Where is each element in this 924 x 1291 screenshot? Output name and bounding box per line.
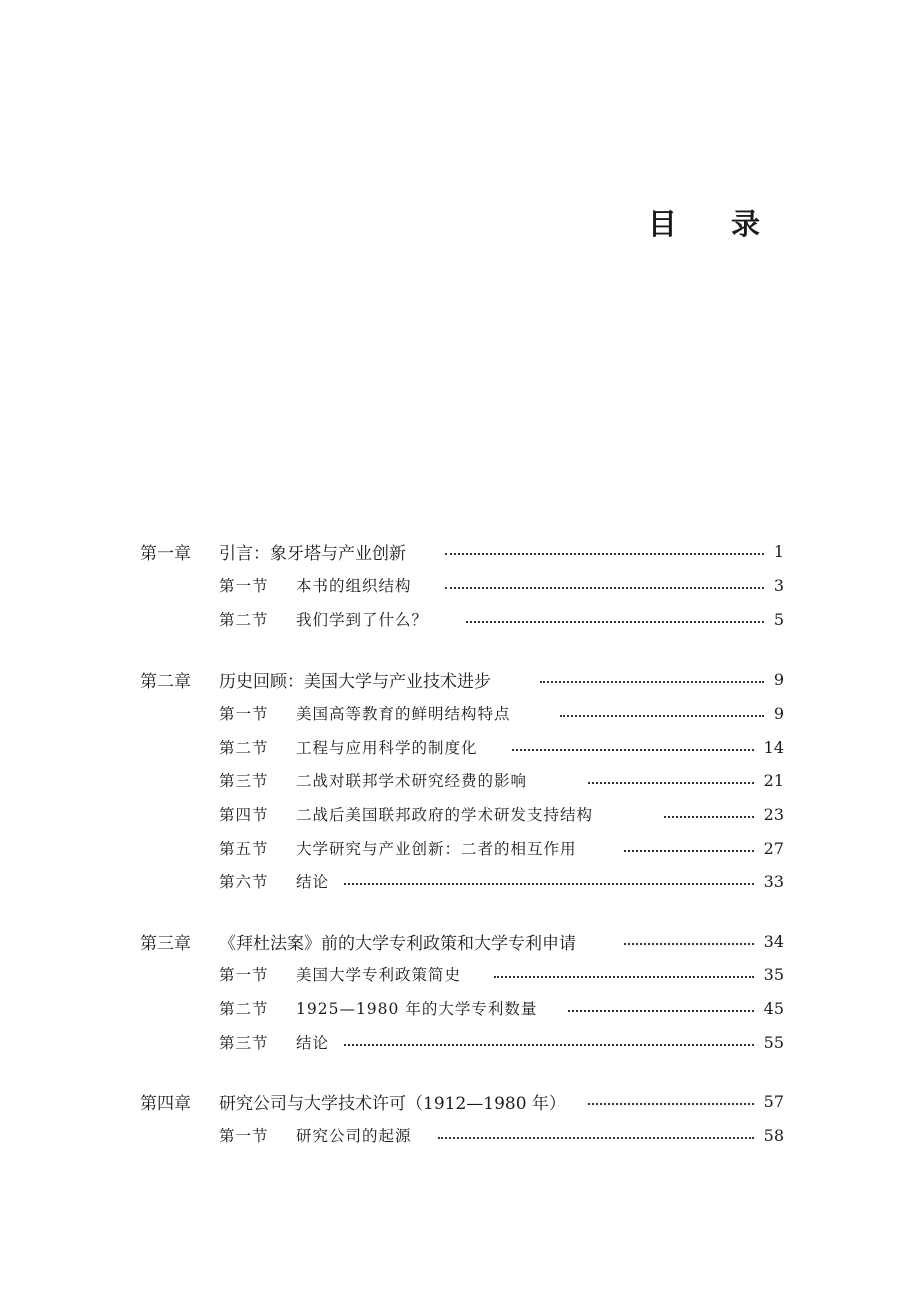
leader-dots <box>445 553 764 555</box>
toc-section-2-4[interactable] <box>0 799 924 829</box>
toc-section-2-6[interactable] <box>0 866 924 896</box>
leader-dots <box>344 1044 754 1046</box>
page-number: 1 <box>773 541 784 561</box>
section-label: 第六节 <box>219 873 269 891</box>
section-title: 我们学到了什么？ <box>296 611 429 629</box>
toc-section-3-3[interactable] <box>0 1027 924 1057</box>
section-label: 第一节 <box>219 966 269 984</box>
toc-chapter-3[interactable] <box>0 926 924 956</box>
section-label: 第二节 <box>219 611 269 629</box>
section-title: 二战后美国联邦政府的学术研发支持结构 <box>296 806 594 824</box>
leader-dots <box>512 749 754 751</box>
page-number: 33 <box>763 871 784 891</box>
section-title: 1925—1980 年的大学专利数量 <box>296 1000 538 1018</box>
page-number: 21 <box>763 770 784 790</box>
leader-dots <box>664 816 754 818</box>
chapter-label: 第四章 <box>140 1093 191 1114</box>
page-number: 58 <box>763 1125 784 1145</box>
section-title: 工程与应用科学的制度化 <box>296 739 478 757</box>
page-number: 9 <box>773 703 784 723</box>
leader-dots <box>438 1137 754 1139</box>
leader-dots <box>344 883 754 885</box>
section-label: 第三节 <box>219 772 269 790</box>
toc-section-2-2[interactable] <box>0 732 924 762</box>
section-label: 第五节 <box>219 840 269 858</box>
page-number: 5 <box>773 609 784 629</box>
leader-dots <box>588 782 754 784</box>
section-label: 第一节 <box>219 577 269 595</box>
page-number: 23 <box>763 804 784 824</box>
toc-chapter-4[interactable] <box>0 1086 924 1116</box>
section-label: 第二节 <box>219 1000 269 1018</box>
toc-section-1-2[interactable] <box>0 604 924 634</box>
page-number: 27 <box>763 838 784 858</box>
leader-dots <box>624 850 754 852</box>
leader-dots <box>624 943 754 945</box>
page-number: 34 <box>763 931 784 951</box>
page-title: 目 录 <box>647 207 782 241</box>
page-number: 9 <box>773 669 784 689</box>
page-number: 55 <box>763 1032 784 1052</box>
section-title: 大学研究与产业创新：二者的相互作用 <box>296 840 577 858</box>
page-number: 14 <box>763 737 784 757</box>
chapter-title: 研究公司与大学技术许可（1912—1980 年） <box>219 1093 566 1114</box>
page-number: 57 <box>763 1091 784 1111</box>
chapter-label: 第二章 <box>140 671 191 692</box>
section-title: 本书的组织结构 <box>296 577 412 595</box>
section-label: 第四节 <box>219 806 269 824</box>
page-number: 45 <box>763 998 784 1018</box>
page-number: 3 <box>773 575 784 595</box>
section-label: 第一节 <box>219 1127 269 1145</box>
chapter-title: 历史回顾：美国大学与产业技术进步 <box>219 671 491 692</box>
section-title: 美国大学专利政策简史 <box>296 966 462 984</box>
leader-dots <box>494 976 754 978</box>
section-label: 第一节 <box>219 705 269 723</box>
page-number: 35 <box>763 964 784 984</box>
section-title: 结论 <box>296 873 330 891</box>
section-label: 第三节 <box>219 1034 269 1052</box>
section-title: 二战对联邦学术研究经费的影响 <box>296 772 528 790</box>
toc-section-4-1[interactable] <box>0 1120 924 1150</box>
toc-section-1-1[interactable] <box>0 570 924 600</box>
chapter-label: 第三章 <box>140 933 191 954</box>
leader-dots <box>466 621 764 623</box>
toc-chapter-1[interactable] <box>0 536 924 566</box>
toc-section-2-3[interactable] <box>0 765 924 795</box>
leader-dots <box>560 715 764 717</box>
section-title: 美国高等教育的鲜明结构特点 <box>296 705 511 723</box>
toc-chapter-2[interactable] <box>0 664 924 694</box>
section-label: 第二节 <box>219 739 269 757</box>
leader-dots <box>445 587 764 589</box>
toc-section-3-2[interactable] <box>0 993 924 1023</box>
chapter-title: 《拜杜法案》前的大学专利政策和大学专利申请 <box>219 933 576 954</box>
leader-dots <box>588 1103 754 1105</box>
section-title: 结论 <box>296 1034 330 1052</box>
section-title: 研究公司的起源 <box>296 1127 412 1145</box>
chapter-label: 第一章 <box>140 543 191 564</box>
toc-section-3-1[interactable] <box>0 959 924 989</box>
leader-dots <box>568 1010 754 1012</box>
leader-dots <box>540 681 764 683</box>
chapter-title: 引言：象牙塔与产业创新 <box>219 543 406 564</box>
toc-section-2-1[interactable] <box>0 698 924 728</box>
toc-section-2-5[interactable] <box>0 833 924 863</box>
